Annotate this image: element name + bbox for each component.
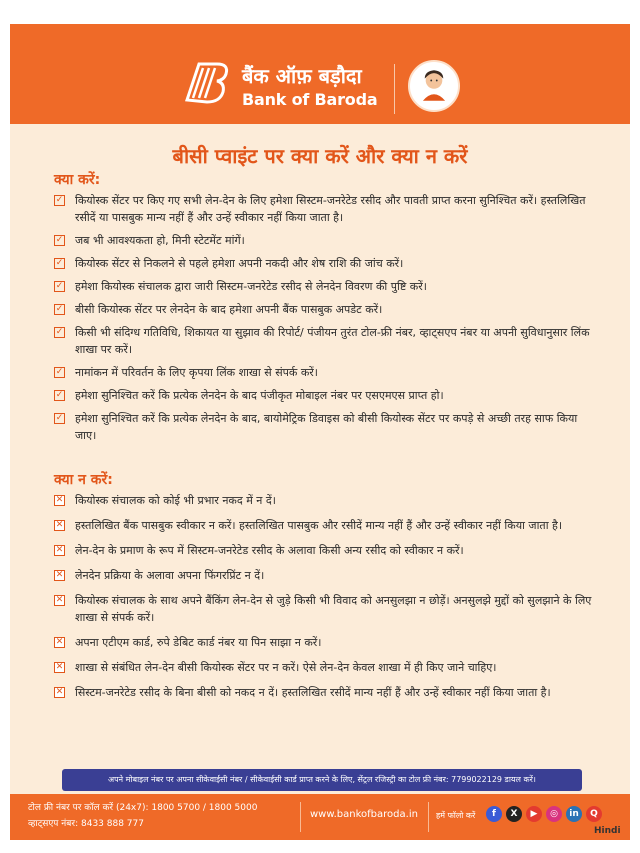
list-item xyxy=(54,410,594,444)
donts-list xyxy=(54,492,594,709)
list-item-text: नामांकन में परिवर्तन के लिए कृपया लिंक शाखा से संपर्क करें। xyxy=(75,366,318,379)
check-box-icon: ✓ xyxy=(55,367,64,377)
youtube-icon[interactable]: ▶ xyxy=(526,806,542,822)
cross-box-icon: ✕ xyxy=(55,595,64,605)
list-item xyxy=(54,542,594,559)
check-box-icon: ✓ xyxy=(55,327,64,337)
donts-heading: क्या न करें: xyxy=(54,472,113,488)
cross-box-icon: ✕ xyxy=(55,520,64,530)
list-item-text: जब भी आवश्यकता हो, मिनी स्टेटमेंट मांगें। xyxy=(75,234,245,247)
poster xyxy=(10,24,630,829)
header-divider xyxy=(394,64,395,114)
list-item-text: लेनदेन प्रक्रिया के अलावा अपना फिंगरप्रिंट न दें। xyxy=(75,569,265,582)
linkedin-icon[interactable]: in xyxy=(566,806,582,822)
tollfree-number: टोल फ्री नंबर पर कॉल करें (24x7): 1800 5700 / 1800 5000 xyxy=(28,803,258,813)
bank-of-baroda-logo-icon xyxy=(183,58,233,108)
language-tag: Hindi xyxy=(594,826,621,836)
list-item-text: हमेशा कियोस्क संचालक द्वारा जारी सिस्टम-जनरेटेड रसीद से लेनदेन विवरण की पुष्टि करें। xyxy=(75,280,427,293)
website-link[interactable]: www.bankofbaroda.in xyxy=(310,809,418,820)
check-box-icon: ✓ xyxy=(55,195,64,205)
cross-box-icon: ✕ xyxy=(55,570,64,580)
follow-us-label: हमें फॉलो करें xyxy=(436,811,476,820)
mascot-logo-icon xyxy=(408,60,460,112)
list-item-text: कियोस्क सेंटर पर किए गए सभी लेन-देन के लिए हमेशा सिस्टम-जनरेटेड रसीद और पावती प्राप्त करना सुनिश्चित करें। हस्तलिखित रसीदें या पासबुक मान्य नहीं हैं और उन्हें स्वीकार नहीं किया जाता है। xyxy=(75,194,586,224)
list-item-text: सिस्टम-जनरेटेड रसीद के बिना बीसी को नकद न दें। हस्तलिखित रसीदें मान्य नहीं हैं और उन्हें स्वीकार नहीं किया जाता है। xyxy=(75,686,551,699)
list-item xyxy=(54,192,594,226)
list-item xyxy=(54,278,594,295)
dos-heading: क्या करें: xyxy=(54,172,101,188)
list-item-text: हमेशा सुनिश्चित करें कि प्रत्येक लेनदेन के बाद पंजीकृत मोबाइल नंबर पर एसएमएस प्राप्त हो। xyxy=(75,389,444,402)
cross-box-icon: ✕ xyxy=(55,687,64,697)
list-item-text: कियोस्क संचालक को कोई भी प्रभार नकद में न दें। xyxy=(75,494,276,507)
check-box-icon: ✓ xyxy=(55,390,64,400)
list-item-text: हस्तलिखित बैंक पासबुक स्वीकार न करें। हस्तलिखित पासबुक और रसीदें मान्य नहीं हैं और उन्हें स्वीकार नहीं किया जाता है। xyxy=(75,519,563,532)
list-item xyxy=(54,324,594,358)
facebook-icon[interactable]: f xyxy=(486,806,502,822)
list-item-text: किसी भी संदिग्ध गतिविधि, शिकायत या सुझाव की रिपोर्ट/ पंजीयन तुरंत टोल-फ्री नंबर, व्हाट्सएप नंबर या अपनी सुविधानुसार लिंक शाखा पर करें। xyxy=(75,326,590,356)
list-item-text: लेन-देन के प्रमाण के रूप में सिस्टम-जनरेटेड रसीद के अलावा किसी अन्य रसीद को स्वीकार न करें। xyxy=(75,544,464,557)
helpline-banner: अपने मोबाइल नंबर पर अपना सीकेवाईसी नंबर / सीकेवाईसी कार्ड प्राप्त करने के लिए, सेंट्रल रजिस्ट्री का टोल फ्री नंबर: 7799022129 डायल करें। xyxy=(62,769,582,791)
list-item xyxy=(54,659,594,676)
list-item-text: बीसी कियोस्क सेंटर पर लेनदेन के बाद हमेशा अपनी बैंक पासबुक अपडेट करें। xyxy=(75,303,383,316)
page-title: बीसी प्वाइंट पर क्या करें और क्या न करें xyxy=(172,144,468,168)
footer-divider xyxy=(300,802,301,832)
check-box-icon: ✓ xyxy=(55,281,64,291)
list-item xyxy=(54,634,594,651)
list-item xyxy=(54,592,594,626)
social-icons xyxy=(486,806,602,822)
list-item-text: अपना एटीएम कार्ड, रुपे डेबिट कार्ड नंबर या पिन साझा न करें। xyxy=(75,636,322,649)
cross-box-icon: ✕ xyxy=(55,495,64,505)
list-item-text: हमेशा सुनिश्चित करें कि प्रत्येक लेनदेन के बाद, बायोमेट्रिक डिवाइस को बीसी कियोस्क सेंटर पर कपड़े से अच्छी तरह साफ किया जाए। xyxy=(75,412,578,442)
list-item-text: कियोस्क संचालक के साथ अपने बैंकिंग लेन-देन से जुड़े किसी भी विवाद को अनसुलझा न छोड़ें। अनसुलझे मुद्दों को सुलझाने के लिए शाखा से संपर्क करें। xyxy=(75,594,592,624)
x-icon[interactable]: X xyxy=(506,806,522,822)
list-item xyxy=(54,387,594,404)
check-box-icon: ✓ xyxy=(55,413,64,423)
header-banner xyxy=(10,24,630,124)
cross-box-icon: ✕ xyxy=(55,637,64,647)
footer xyxy=(10,794,630,840)
list-item xyxy=(54,684,594,701)
list-item xyxy=(54,492,594,509)
cross-box-icon: ✕ xyxy=(55,545,64,555)
check-box-icon: ✓ xyxy=(55,235,64,245)
check-box-icon: ✓ xyxy=(55,258,64,268)
dos-list xyxy=(54,192,594,450)
whatsapp-number: व्हाट्सएप नंबर: 8433 888 777 xyxy=(28,819,144,829)
brand-name-english: Bank of Baroda xyxy=(242,90,378,109)
list-item-text: शाखा से संबंधित लेन-देन बीसी कियोस्क सेंटर पर न करें। ऐसे लेन-देन केवल शाखा में ही किए जाने चाहिए। xyxy=(75,661,497,674)
check-box-icon: ✓ xyxy=(55,304,64,314)
footer-divider xyxy=(428,802,429,832)
list-item xyxy=(54,517,594,534)
koo-icon[interactable]: Q xyxy=(586,806,602,822)
list-item xyxy=(54,301,594,318)
brand-name-hindi: बैंक ऑफ़ बड़ौदा xyxy=(242,64,362,88)
list-item xyxy=(54,255,594,272)
list-item xyxy=(54,567,594,584)
list-item xyxy=(54,232,594,249)
list-item-text: कियोस्क सेंटर से निकलने से पहले हमेशा अपनी नकदी और शेष राशि की जांच करें। xyxy=(75,257,404,270)
cross-box-icon: ✕ xyxy=(55,662,64,672)
footer-contacts xyxy=(28,800,257,832)
list-item xyxy=(54,364,594,381)
instagram-icon[interactable]: ◎ xyxy=(546,806,562,822)
